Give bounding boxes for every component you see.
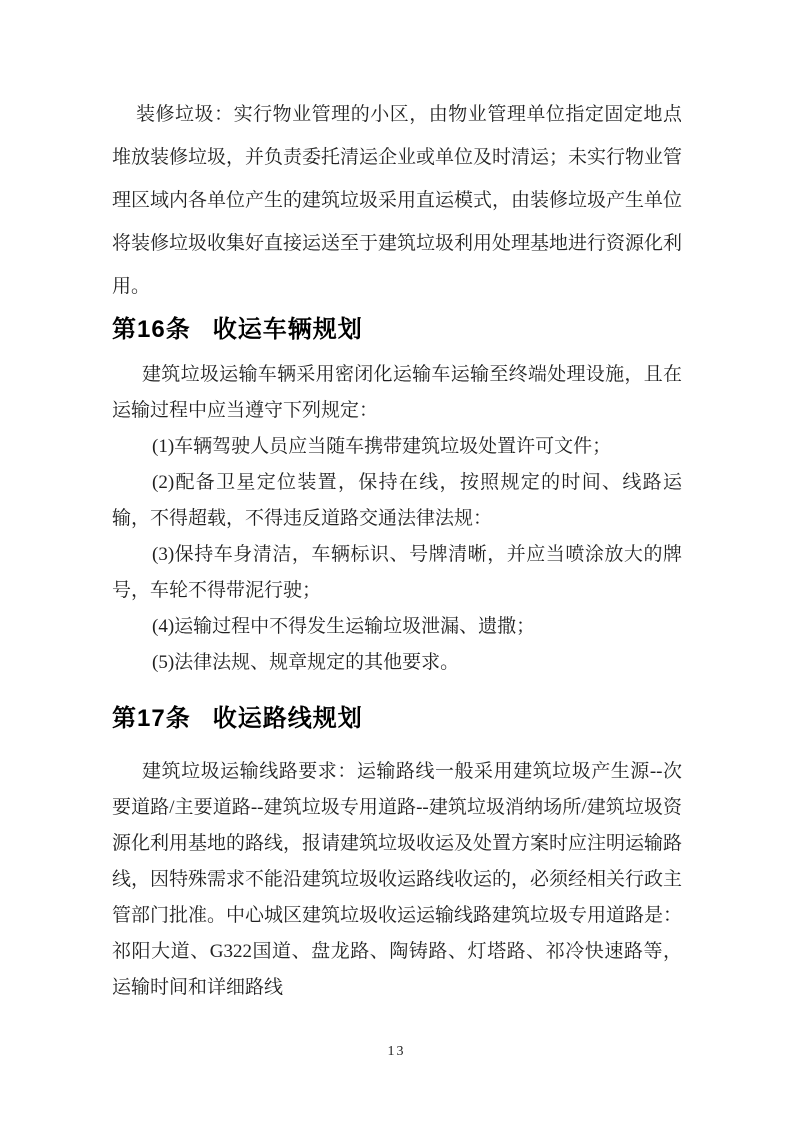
article16-item-4: (4)运输过程中不得发生运输垃圾泄漏、遗撒； — [152, 616, 536, 637]
article17-title: 收运路线规划 — [212, 705, 363, 732]
article16-item-3: (3)保持车身清洁，车辆标识、号牌清晰，并应当喷涂放大的牌号，车轮不得带泥行驶； — [112, 544, 682, 601]
article16-heading — [112, 308, 682, 351]
article17-heading — [112, 697, 682, 740]
article16-title: 收运车辆规划 — [212, 316, 363, 343]
article16-item-5: (5)法律法规、规章规定的其他要求。 — [152, 652, 460, 673]
article17-number: 第17条 — [112, 705, 191, 732]
paragraph-renovation-waste: 装修垃圾：实行物业管理的小区，由物业管理单位指定固定地点堆放装修垃圾，并负责委托清运企业或单位及时清运；未实行物业管理区域内各单位产生的建筑垃圾采用直运模式，由装修垃圾产生单位将装修垃圾收集好直接运送至于建筑垃圾利用处理基地进行资源化利用。 — [112, 104, 683, 297]
article17-body-paragraph: 建筑垃圾运输线路要求：运输路线一般采用建筑垃圾产生源--次要道路/主要道路--建筑垃圾专用道路--建筑垃圾消纳场所/建筑垃圾资源化利用基地的路线，报请建筑垃圾收运及处置方案时应注明运输路线，因特殊需求不能沿建筑垃圾收运路线收运的，必须经相关行政主管部门批准。中心城区建筑垃圾收运运输线路建筑垃圾专用道路是：祁阳大道、G322国道、盘龙路、陶铸路、灯塔路、祁冷快速路等，运输时间和详细路线 — [112, 761, 683, 998]
article16-item-2: (2)配备卫星定位装置，保持在线，按照规定的时间、线路运输，不得超载，不得违反道路交通法律法规： — [112, 472, 682, 529]
article16-number: 第16条 — [112, 316, 191, 343]
page-number: 13 — [387, 1044, 406, 1059]
article16-item-1: (1)车辆驾驶人员应当随车携带建筑垃圾处置许可文件； — [152, 436, 612, 457]
article16-intro-paragraph: 建筑垃圾运输车辆采用密闭化运输车运输至终端处理设施，且在运输过程中应当遵守下列规定： — [112, 364, 682, 421]
